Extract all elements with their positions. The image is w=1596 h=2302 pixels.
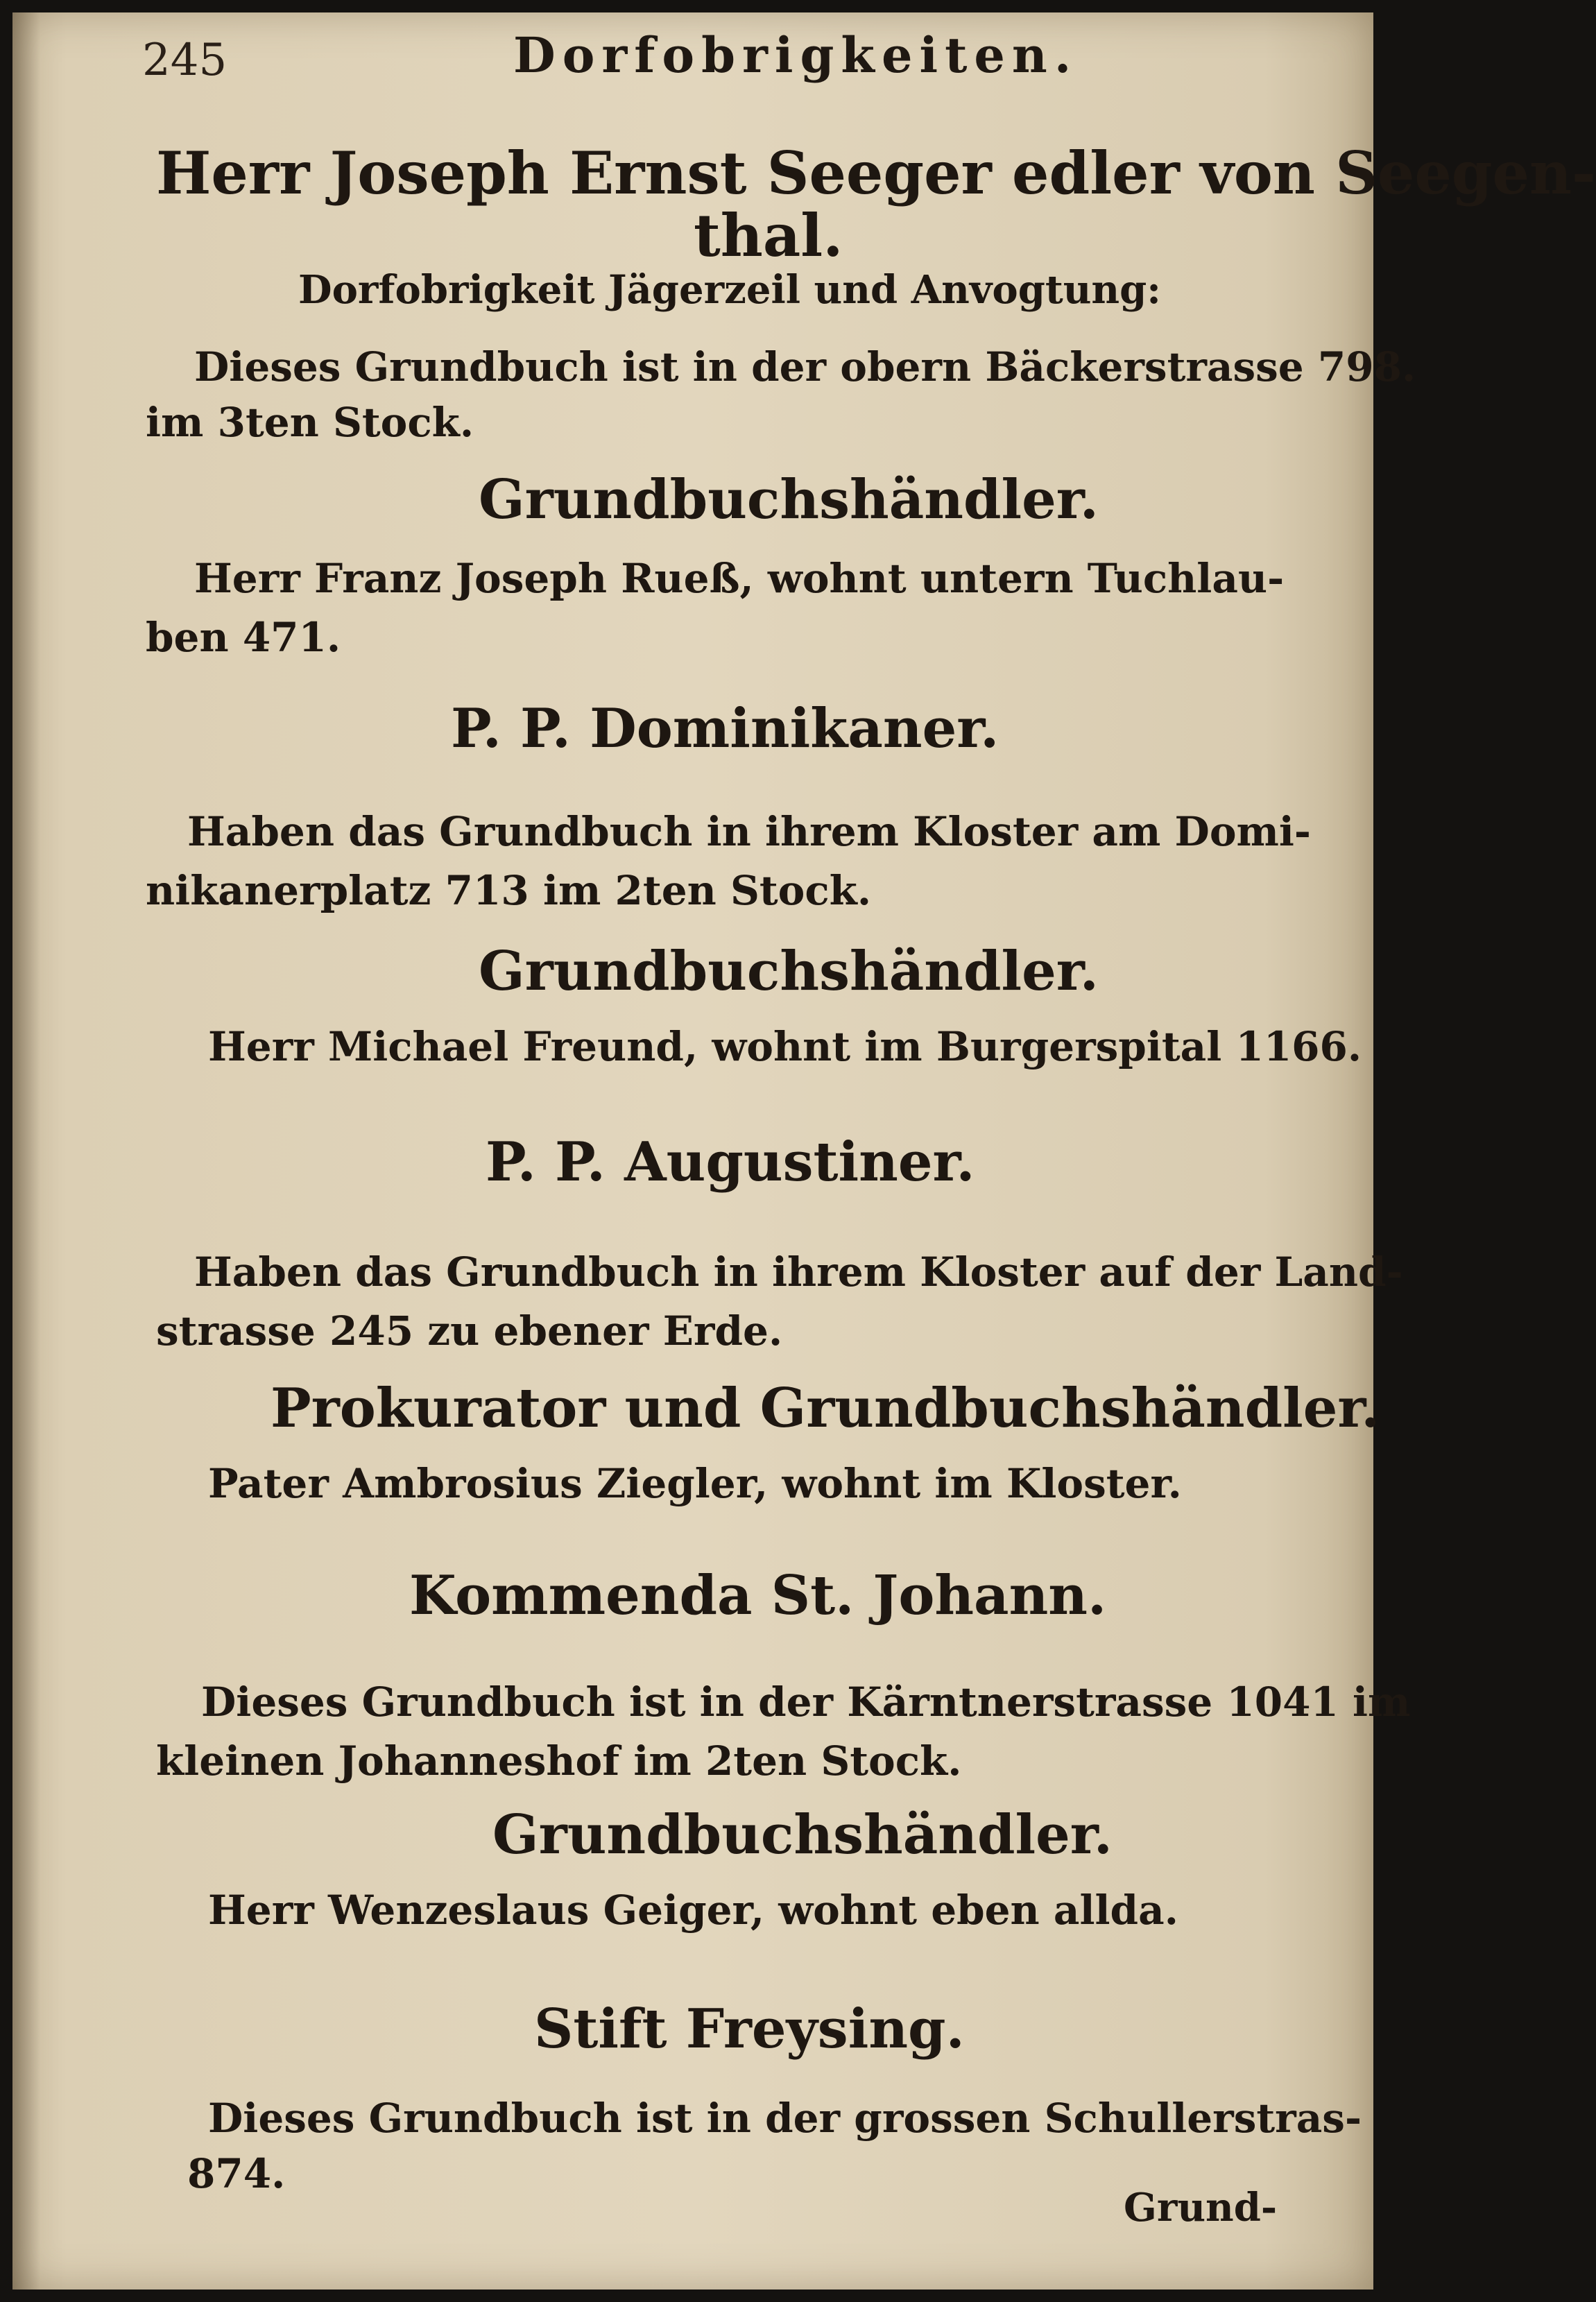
role-heading: Prokurator und Grundbuchshändler. <box>271 1377 1380 1440</box>
section-subtitle: Dorfobrigkeit Jägerzeil und Anvogtung: <box>298 267 1161 313</box>
section-text-line: strasse 245 zu ebener Erde. <box>156 1307 783 1355</box>
section-text-line: Haben das Grundbuch in ihrem Kloster auf der Land- <box>194 1248 1403 1296</box>
section-title-line: thal. <box>694 201 843 270</box>
section-title: Kommenda St. Johann. <box>409 1564 1107 1627</box>
section-text-line: nikanerplatz 713 im 2ten Stock. <box>146 867 872 914</box>
section-text-line: Haben das Grundbuch in ihrem Kloster am Domi- <box>187 808 1312 855</box>
running-title: Dorfobrigkeiten. <box>513 26 1079 84</box>
catchword: Grund- <box>1124 2185 1278 2231</box>
section-title: P. P. Augustiner. <box>486 1131 975 1194</box>
person-line: Herr Michael Freund, wohnt im Burgerspital 1166. <box>208 1023 1362 1070</box>
person-line: Pater Ambrosius Ziegler, wohnt im Kloster. <box>208 1460 1182 1507</box>
section-text-line: im 3ten Stock. <box>146 399 474 446</box>
page-number: 245 <box>142 35 228 86</box>
section-title-line: Herr Joseph Ernst Seeger edler von Seegen- <box>156 139 1596 207</box>
section-title: Stift Freysing. <box>534 1998 965 2061</box>
section-text-line: 874. <box>187 2150 286 2197</box>
section-text-line: Dieses Grundbuch ist in der grossen Schullerstras- <box>208 2095 1362 2142</box>
section-text-line: Dieses Grundbuch ist in der obern Bäckerstrasse 798. <box>194 343 1416 390</box>
section-text-line: kleinen Johanneshof im 2ten Stock. <box>156 1737 962 1785</box>
section-title: P. P. Dominikaner. <box>451 697 999 760</box>
person-line: ben 471. <box>146 614 341 661</box>
role-heading: Grundbuchshändler. <box>479 940 1099 1003</box>
role-heading: Grundbuchshändler. <box>479 468 1099 531</box>
person-line: Herr Franz Joseph Rueß, wohnt untern Tuchlau- <box>194 555 1285 602</box>
role-heading: Grundbuchshändler. <box>492 1803 1113 1866</box>
page-gutter-shadow <box>12 12 40 2290</box>
section-text-line: Dieses Grundbuch ist in der Kärntnerstrasse 1041 im <box>201 1678 1411 1726</box>
person-line: Herr Wenzeslaus Geiger, wohnt eben allda. <box>208 1887 1178 1934</box>
